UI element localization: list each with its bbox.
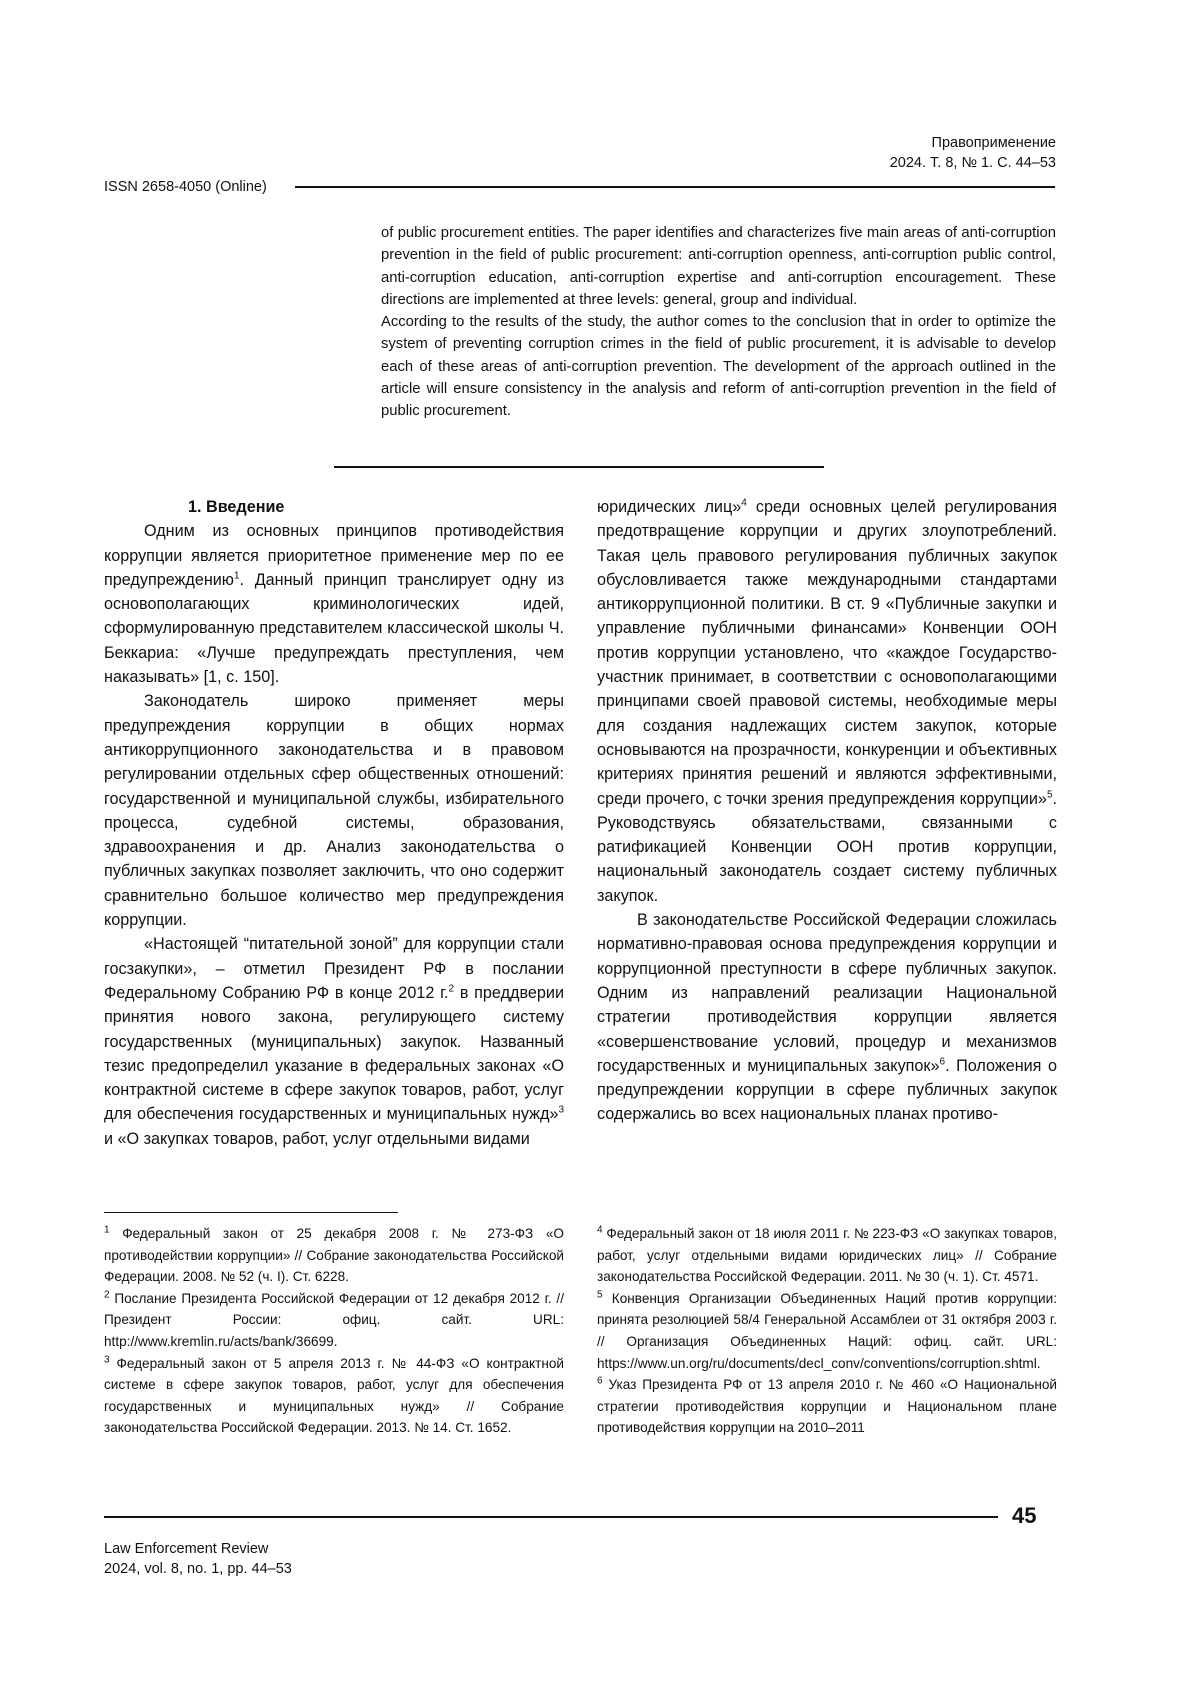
footnotes-right xyxy=(597,1223,1057,1439)
body-column-right xyxy=(597,495,1057,1127)
abstract-paragraph-1: of public procurement entities. The paper identifies and characterizes five main areas of anti-corruption prevention in the field of public procurement: anti-corruption openness, anti-corruption public control, anti-corruption education, anti-corruption expertise and anti-corruption encouragement. These directions are implemented at three levels: general, group and individual. xyxy=(381,225,1056,308)
footnote-separator xyxy=(104,1212,398,1213)
body-paragraph: В законодательстве Российской Федерации сложилась нормативно-правовая основа предупреждения коррупции и коррупционной преступности в сфере публичных закупок. Одним из направлений реализации Национальной стратегии противодействия коррупции является «совершенствование условий, процедур и механизмов государственных и муниципальных закупок»$^6$. Положения о предупреждении коррупции в сфере публичных закупок содержались во всех национальных планах противо- xyxy=(597,911,1057,1124)
footer-rule xyxy=(104,1516,998,1518)
footnotes-left xyxy=(104,1223,564,1439)
section-heading: 1. Введение xyxy=(188,498,285,516)
footnote-3: $^3$ Федеральный закон от 5 апреля 2013 г. № 44-ФЗ «О контрактной системе в сфере закупок товаров, работ, услуг для обеспечения государственных и муниципальных нужд» // Собрание законодательства Российской Федерации. 2013. № 14. Ст. 1652. xyxy=(104,1354,564,1436)
page-number: 45 xyxy=(1012,1503,1037,1528)
body-paragraph: «Настоящей “питательной зоной” для коррупции стали госзакупки», – отметил Президент РФ в послании Федеральному Собранию РФ в конце 2012 г.$^2$ в преддверии принятия нового закона, регулирующего систему государственных (муниципальных) закупок. Названный тезис предопределил указание в федеральных законах «О контрактной системе в сфере закупок товаров, работ, услуг для обеспечения государственных и муниципальных нужд»$^3$ и «О закупках товаров, работ, услуг отдельными видами xyxy=(104,935,564,1148)
footnote-ref[interactable]: 4 xyxy=(741,497,747,509)
footnote-5: $^5$ Конвенция Организации Объединенных Наций против коррупции: принята резолюцией 58/4 Генеральной Ассамблеи от 31 октября 2003 г. // Организация Объединенных Наций: офиц. сайт. URL: https://www.un.org/ru/documents/decl_conv/conventions/corruption.shtml. xyxy=(597,1289,1057,1371)
running-footer-en xyxy=(104,1539,292,1579)
abstract-continuation xyxy=(381,222,1056,423)
footnote-ref[interactable]: 2 xyxy=(448,983,455,995)
journal-title-ru: Правоприменение xyxy=(931,135,1056,151)
footnote-ref[interactable]: 1 xyxy=(233,570,240,582)
footnote-1: $^1$ Федеральный закон от 25 декабря 2008 г. № 273-ФЗ «О противодействии коррупции» // Собрание законодательства Российской Федерации. 2008. № 52 (ч. I). Ст. 6228. xyxy=(104,1224,564,1285)
journal-title-en: Law Enforcement Review xyxy=(104,1541,269,1557)
footnote-4: $^4$ Федеральный закон от 18 июля 2011 г. № 223-ФЗ «О закупках товаров, работ, услуг отдельными видами юридических лиц» // Собрание законодательства Российской Федерации. 2011. № 30 (ч. 1). Ст. 4571. xyxy=(597,1224,1057,1285)
body-paragraph: Законодатель широко применяет меры предупреждения коррупции в общих нормах антикоррупционного законодательства и в правовом регулировании отдельных сфер общественных отношений: государственной и муниципальной службы, избирательного процесса, судебной системы, образования, здравоохранения и др. Анализ законодательства о публичных закупках позволяет заключить, что оно содержит сравнительно большое количество мер предупреждения коррупции. xyxy=(104,692,564,930)
footnote-2: $^2$ Послание Президента Российской Федерации от 12 декабря 2012 г. // Президент России: офиц. сайт. URL: http://www.kremlin.ru/acts/bank/36699. xyxy=(104,1289,564,1349)
running-header-ru xyxy=(866,133,1056,173)
section-divider xyxy=(334,466,824,468)
footnote-6: $^6$ Указ Президента РФ от 13 апреля 2010 г. № 460 «О Национальной стратегии противодействия коррупции и Национальном плане противодействия коррупции на 2010–2011 xyxy=(597,1375,1057,1436)
body-column-left xyxy=(104,495,564,1151)
footnote-ref[interactable]: 6 xyxy=(939,1056,946,1068)
citation-ru: 2024. Т. 8, № 1. С. 44–53 xyxy=(889,155,1056,171)
citation-en: 2024, vol. 8, no. 1, pp. 44–53 xyxy=(104,1561,292,1577)
body-paragraph: юридических лиц»$^4$ среди основных целей регулирования предотвращение коррупции и других злоупотреблений. Такая цель правового регулирования публичных закупок обусловливается также международными стандартами антикоррупционной политики. В ст. 9 «Публичные закупки и управление публичными финансами» Конвенции ООН против коррупции установлено, что «каждое Государство-участник принимает, в соответствии с основополагающими принципами своей правовой системы, необходимые меры для создания надлежащих систем закупок, которые основываются на прозрачности, конкуренции и объективных критериях принятия решений и являются эффективными, среди прочего, с точки зрения предупреждения коррупции»$^5$. Руководствуясь обязательствами, связанными с ратификацией Конвенции ООН против коррупции, национальный законодатель создает систему публичных закупок. xyxy=(597,497,1057,905)
footnote-ref[interactable]: 5 xyxy=(1046,789,1053,801)
header-rule xyxy=(295,186,1055,188)
issn-label: ISSN 2658-4050 (Online) xyxy=(104,179,267,195)
footnote-ref[interactable]: 3 xyxy=(558,1105,564,1117)
abstract-paragraph-2: According to the results of the study, the author comes to the conclusion that in order to optimize the system of preventing corruption crimes in the field of public procurement, it is advisable to develop each of these areas of anti-corruption prevention. The development of the approach outlined in the article will ensure consistency in the analysis and reform of anti-corruption prevention in the field of public procurement. xyxy=(381,314,1056,420)
body-paragraph: Одним из основных принципов противодействия коррупции является приоритетное применение мер по ее предупреждению$^1$. Данный принцип транслирует одну из основополагающих криминологических идей, сформулированную представителем классической школы Ч. Беккариа: «Лучше предупреждать преступления, чем наказывать» [1, с. 150]. xyxy=(104,522,564,687)
